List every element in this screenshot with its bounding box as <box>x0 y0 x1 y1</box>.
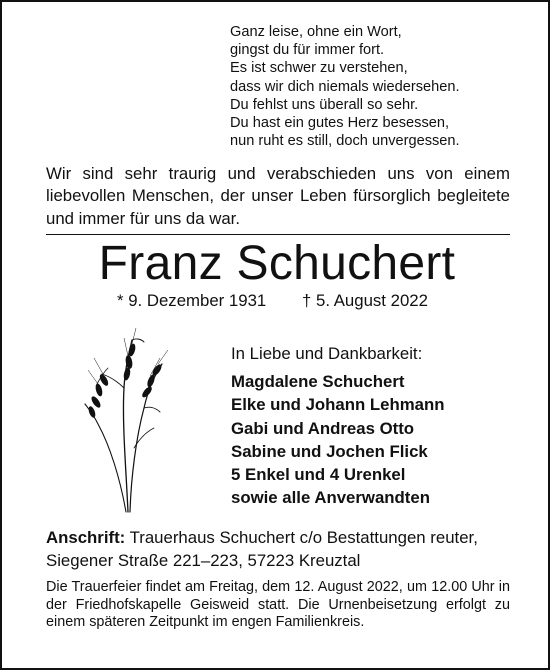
poem-line: nun ruht es still, doch unvergessen. <box>230 133 460 150</box>
birth-date: * 9. Dezember 1931 <box>117 291 267 310</box>
poem-line: Ganz leise, ohne ein Wort, <box>230 24 402 40</box>
poem-line: gingst du für immer fort. <box>230 42 385 59</box>
mourner-name: 5 Enkel und 4 Urenkel <box>231 465 406 485</box>
poem <box>230 23 530 150</box>
address-label: Anschrift: <box>46 528 126 547</box>
mourner-name: Gabi und Andreas Otto <box>231 418 415 438</box>
address-block <box>46 527 516 572</box>
mourners-list <box>231 370 445 510</box>
poem-line: Es ist schwer zu verstehen, <box>230 60 408 77</box>
mourner-name: Elke und Johann Lehmann <box>231 395 445 415</box>
death-date: † 5. August 2022 <box>302 291 428 310</box>
poem-line: Du hast ein gutes Herz besessen, <box>230 115 450 132</box>
thanks-line: In Liebe und Dankbarkeit: <box>231 344 423 363</box>
wheat-ears-icon <box>84 328 174 513</box>
funeral-info: Die Trauerfeier findet am Freitag, dem 12. August 2022, um 12.00 Uhr in der Friedhofskapelle Geisweid statt. Die Urnenbeisetzung erfolgt zu einem späteren Zeitpunkt im engen Familienkreis. <box>46 579 510 631</box>
mourner-name: sowie alle Anverwandten <box>231 488 430 508</box>
address-line-1: Trauerhaus Schuchert c/o Bestattungen reuter, <box>129 528 478 547</box>
mourner-name: Sabine und Jochen Flick <box>231 441 428 461</box>
mourner-name: Magdalene Schuchert <box>231 372 405 391</box>
deceased-name: Franz Schuchert <box>98 237 456 290</box>
poem-line: Du fehlst uns überall so sehr. <box>230 96 419 113</box>
intro-text: Wir sind sehr traurig und verabschieden uns von einem liebevollen Menschen, der unser Leben fürsorglich begleitete und immer für uns da war. <box>46 164 510 228</box>
poem-line: dass wir dich niemals wiedersehen. <box>230 78 460 95</box>
address-line-2: Siegener Straße 221–223, 57223 Kreuztal <box>46 550 361 570</box>
